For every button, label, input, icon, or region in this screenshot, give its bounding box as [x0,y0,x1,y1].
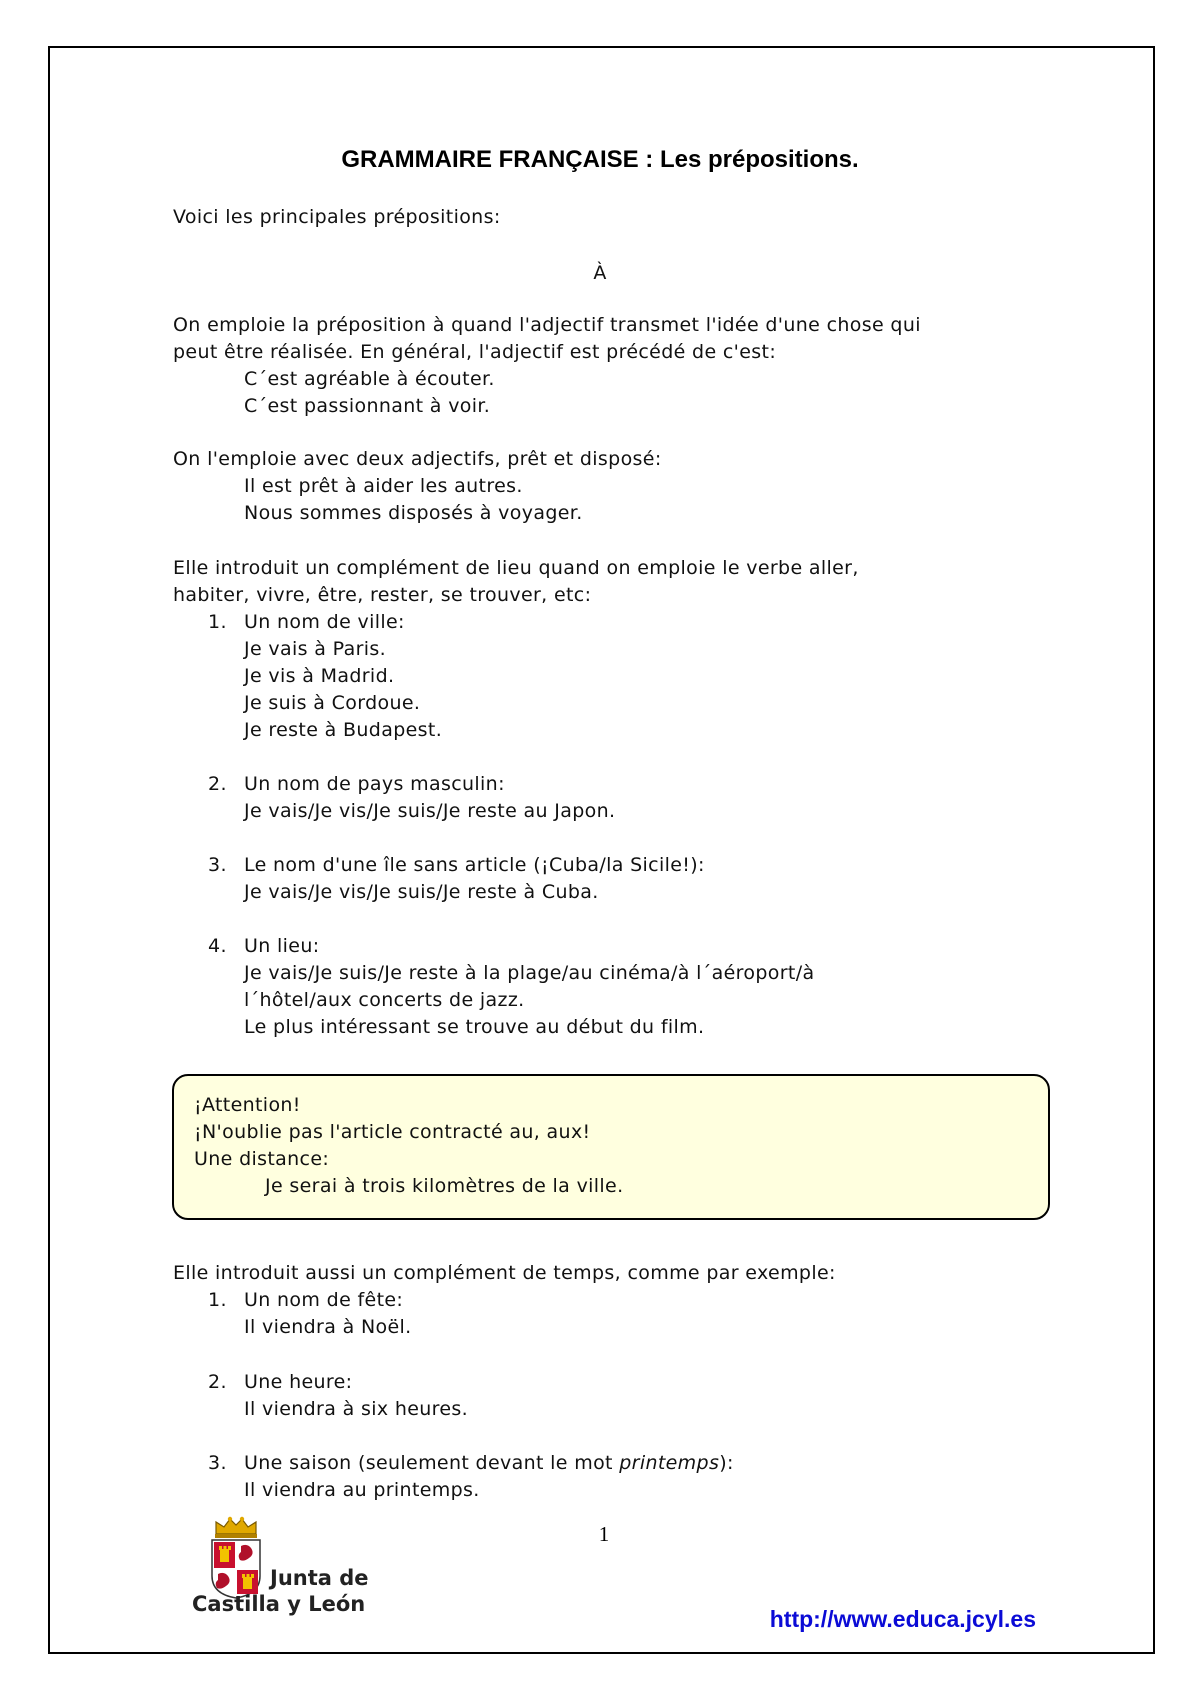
list-item-example: Je vais/Je vis/Je suis/Je reste à Cuba. [244,881,599,903]
website-link[interactable]: http://www.educa.jcyl.es [769,1606,1036,1632]
list-item-example: Il viendra à six heures. [244,1398,469,1420]
section1-example-1: C´est agréable à écouter. [244,368,495,390]
list-item-number: 2. [208,1371,227,1393]
list-item-label [244,1450,734,1477]
list-item-label: Un nom de ville: [244,611,405,633]
list-item-example: Le plus intéressant se trouve au début du film. [244,1016,705,1038]
list-item-number: 4. [208,935,227,957]
logo-line-2: Castilla y León [192,1592,366,1616]
list-item-example: Je vis à Madrid. [244,665,395,687]
list-item-number: 2. [208,773,227,795]
coat-of-arms-icon [206,1516,266,1600]
section1-line-2: peut être réalisée. En général, l'adjectif est précédé de c'est: [173,341,777,363]
letter-heading: À [593,262,607,284]
list-item-example: Je suis à Cordoue. [244,692,421,714]
list-item-example: l´hôtel/aux concerts de jazz. [244,989,525,1011]
section3-line-2: habiter, vivre, être, rester, se trouver, etc: [173,584,592,606]
label-italic-word: printemps [619,1452,720,1474]
logo-line-1: Junta de [270,1566,369,1590]
list-item-example: Il viendra à Noël. [244,1316,412,1338]
intro-text: Voici les principales prépositions: [173,206,501,228]
list-item-label: Le nom d'une île sans article (¡Cuba/la Sicile!): [244,854,705,876]
attention-title: ¡Attention! [194,1094,301,1116]
list-item-label: Une heure: [244,1371,353,1393]
junta-logo [192,1516,382,1616]
section2-example-2: Nous sommes disposés à voyager. [244,502,583,524]
label-text: ): [719,1452,734,1474]
attention-note: ¡N'oublie pas l'article contracté au, aux! [194,1121,591,1143]
list-item-example: Je vais à Paris. [244,638,386,660]
list-item-example: Je vais/Je vis/Je suis/Je reste au Japon. [244,800,616,822]
page-frame [48,46,1155,1654]
list-item-number: 1. [208,611,227,633]
section2-example-1: Il est prêt à aider les autres. [244,475,523,497]
attention-distance-label: Une distance: [194,1148,330,1170]
list-item-number: 3. [208,854,227,876]
label-text: Une saison (seulement devant le mot [244,1452,620,1474]
list-item-label: Un lieu: [244,935,320,957]
section1-example-2: C´est passionnant à voir. [244,395,491,417]
list-item-label: Un nom de fête: [244,1289,404,1311]
list-item-example: Il viendra au printemps. [244,1479,480,1501]
attention-example: Je serai à trois kilomètres de la ville. [265,1175,624,1197]
list-item-example: Je reste à Budapest. [244,719,443,741]
section3-line-1: Elle introduit un complément de lieu quand on emploie le verbe aller, [173,557,859,579]
page-number: 1 [598,1522,610,1546]
section2-line: On l'emploie avec deux adjectifs, prêt et disposé: [173,448,662,470]
section4-line: Elle introduit aussi un complément de temps, comme par exemple: [173,1262,836,1284]
list-item-example: Je vais/Je suis/Je reste à la plage/au cinéma/à l´aéroport/à [244,962,815,984]
list-item-label: Un nom de pays masculin: [244,773,505,795]
list-item-number: 3. [208,1452,227,1474]
section1-line-1: On emploie la préposition à quand l'adjectif transmet l'idée d'une chose qui [173,314,921,336]
page-title: GRAMMAIRE FRANÇAISE : Les prépositions. [341,146,859,173]
list-item-number: 1. [208,1289,227,1311]
